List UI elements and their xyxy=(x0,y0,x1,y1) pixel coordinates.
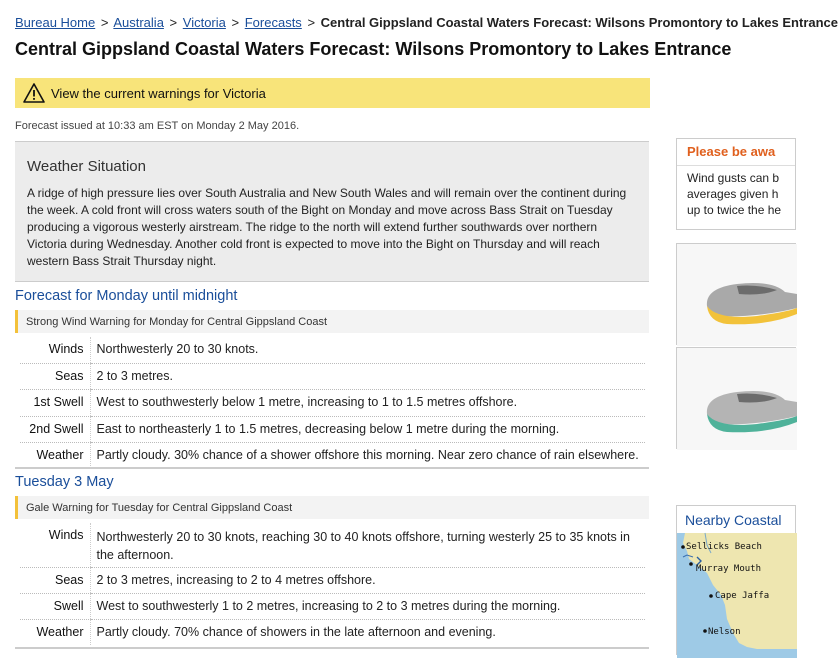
breadcrumb-bureau-home[interactable]: Bureau Home xyxy=(15,15,96,30)
notice-title: Please be awa xyxy=(677,139,795,166)
nearby-coastal-title[interactable]: Nearby Coastal xyxy=(685,512,782,528)
row-value-seas: 2 to 3 metres, increasing to 2 to 4 metres offshore. xyxy=(90,567,645,593)
map-place-label: Nelson xyxy=(708,627,741,637)
notice-line: Wind gusts can b xyxy=(687,171,780,185)
row-label-swell: Swell xyxy=(20,593,90,619)
breadcrumb-current: Central Gippsland Coastal Waters Forecast: Wilsons Promontory to Lakes Entrance xyxy=(320,15,838,30)
notice-line: up to twice the he xyxy=(687,203,782,217)
warnings-link-bar[interactable] xyxy=(15,78,650,108)
row-value-1st-swell: West to southwesterly below 1 metre, increasing to 1 to 1.5 metres offshore. xyxy=(90,389,645,416)
row-value-weather: Partly cloudy. 30% chance of a shower offshore this morning. Near zero chance of rain elsewhere. xyxy=(90,442,645,468)
section-divider xyxy=(15,647,649,649)
gale-warning-strip[interactable]: Gale Warning for Tuesday for Central Gippsland Coast xyxy=(15,496,649,519)
weather-situation-text: A ridge of high pressure lies over South Australia and New South Wales and will remain over the continent during the week. A cold front will cross waters south of the Bight on Monday and move across Bass Strait on Tuesday producing a vigorous westerly airstream. The ridge to the north will extend further southwards over northern Victoria during Wednesday. Another cold front is expected to move into the Bight on Thursday and will reach western Bass Strait Thursday night. xyxy=(27,186,627,268)
map-place-label: Cape Jaffa xyxy=(715,591,770,601)
weather-situation-panel xyxy=(15,141,649,282)
row-value-seas: 2 to 3 metres. xyxy=(90,363,645,389)
breadcrumb-separator: > xyxy=(100,15,109,30)
breadcrumb-australia[interactable]: Australia xyxy=(113,15,164,30)
notice-line: averages given h xyxy=(687,187,779,201)
forecast-table-tuesday xyxy=(20,523,645,645)
table-row xyxy=(20,567,645,593)
table-row xyxy=(20,442,645,468)
page-title: Central Gippsland Coastal Waters Forecast: Wilsons Promontory to Lakes Entrance xyxy=(15,39,732,59)
breadcrumb-separator: > xyxy=(307,15,316,30)
map-place-label: Sellicks Beach xyxy=(686,542,762,552)
row-label-winds: Winds xyxy=(20,523,90,567)
table-row xyxy=(20,523,645,567)
row-label-2nd-swell: 2nd Swell xyxy=(20,416,90,442)
table-row xyxy=(20,389,645,416)
row-label-weather: Weather xyxy=(36,447,84,462)
warnings-link-text[interactable]: View the current warnings for Victoria xyxy=(51,85,266,101)
breadcrumb-separator: > xyxy=(231,15,240,30)
table-row xyxy=(20,593,645,619)
row-label-seas: Seas xyxy=(20,363,90,389)
advertisement-slipper-teal[interactable] xyxy=(676,347,796,449)
table-row xyxy=(20,416,645,442)
table-row xyxy=(20,337,645,363)
forecast-day-heading: Tuesday 3 May xyxy=(15,474,114,490)
row-value-2nd-swell: East to northeasterly 1 to 1.5 metres, decreasing below 1 metre during the morning. xyxy=(90,416,645,442)
table-row xyxy=(20,363,645,389)
slipper-image xyxy=(677,244,797,346)
row-value-swell: West to southwesterly 1 to 2 metres, increasing to 2 to 3 metres during the morning. xyxy=(90,593,645,619)
table-row xyxy=(20,619,645,645)
breadcrumb-separator: > xyxy=(169,15,178,30)
breadcrumb-forecasts[interactable]: Forecasts xyxy=(244,15,302,30)
weather-situation-heading: Weather Situation xyxy=(27,158,146,175)
breadcrumb xyxy=(15,15,838,30)
row-label-weather: Weather xyxy=(36,624,84,639)
breadcrumb-victoria[interactable]: Victoria xyxy=(182,15,226,30)
forecast-issued-time: Forecast issued at 10:33 am EST on Monday 2 May 2016. xyxy=(15,120,300,132)
forecast-day-heading: Forecast for Monday until midnight xyxy=(15,288,238,304)
section-divider xyxy=(15,467,649,469)
advertisement-slipper-yellow[interactable] xyxy=(676,243,796,345)
row-label-winds: Winds xyxy=(20,337,90,363)
notice-body xyxy=(677,166,795,222)
wind-gust-notice xyxy=(676,138,796,230)
nearby-coastal-panel xyxy=(676,505,796,655)
row-label-1st-swell: 1st Swell xyxy=(20,389,90,416)
row-label-seas: Seas xyxy=(20,567,90,593)
strong-wind-warning-strip[interactable]: Strong Wind Warning for Monday for Central Gippsland Coast xyxy=(15,310,649,333)
slipper-image xyxy=(677,348,797,450)
forecast-table-monday xyxy=(20,337,645,468)
warning-triangle-icon xyxy=(23,83,45,103)
row-value-winds: Northwesterly 20 to 30 knots, reaching 30 to 40 knots offshore, turning westerly 25 to 35 knots in the afternoon. xyxy=(90,523,645,567)
map-place-label: Murray Mouth xyxy=(696,564,762,574)
row-value-winds: Northwesterly 20 to 30 knots. xyxy=(90,337,645,363)
coastal-map[interactable] xyxy=(677,533,797,658)
row-value-weather: Partly cloudy. 70% chance of showers in the late afternoon and evening. xyxy=(90,619,645,645)
